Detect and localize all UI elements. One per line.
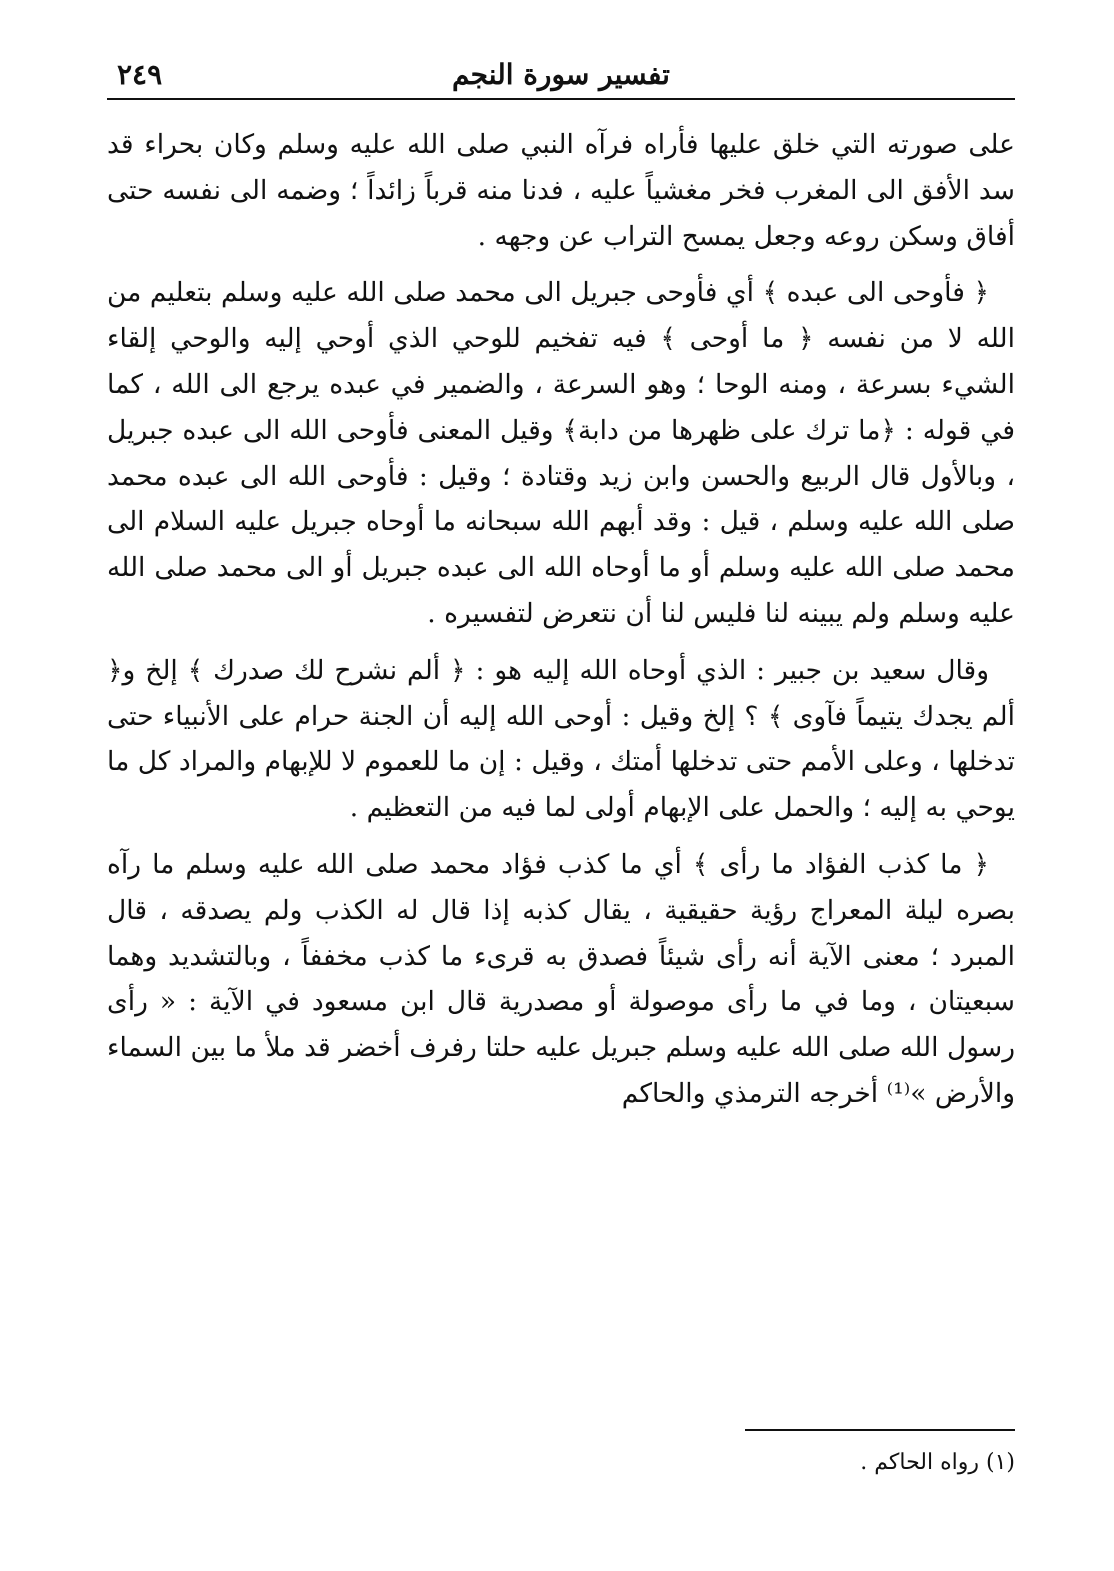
footnote: (١) رواه الحاكم . (860, 1450, 1015, 1475)
paragraph-3: وقال سعيد بن جبير : الذي أوحاه الله إليه هو : ﴿ ألم نشرح لك صدرك ﴾ إلخ و﴿ ألم يجدك يتيماً فآوى ﴾ ؟ إلخ وقيل : أوحى الله إليه أن الجنة حرام على الأنبياء حتى تدخلها ، وعلى الأمم حتى تدخلها أمتك ، وقيل : إن ما للعموم لا للإبهام والمراد كل ما يوحي به إليه ؛ والحمل على الإبهام أولى لما فيه من التعظيم . (107, 654, 1015, 824)
body-text (107, 122, 1015, 1128)
page-number: ٢٤٩ (117, 58, 163, 91)
paragraph-4: ﴿ ما كذب الفؤاد ما رأى ﴾ أي ما كذب فؤاد محمد صلى الله عليه وسلم ما رآه بصره ليلة المعراج رؤية حقيقية ، يقال كذبه إذا قال له الكذب ولم يصدقه ، قال المبرد ؛ معنى الآية أنه رأى شيئاً فصدق به قرىء ما كذب مخففاً ، وبالتشديد وهما سبعيتان ، وما في ما رأى موصولة أو مصدرية قال ابن مسعود في الآية : « رأى رسول الله صلى الله عليه وسلم جبريل عليه حلتا رفرف أخضر قد ملأ ما بين السماء والأرض »⁽¹⁾ أخرجه الترمذي والحاكم (107, 848, 1015, 1109)
paragraph-2: ﴿ فأوحى الى عبده ﴾ أي فأوحى جبريل الى محمد صلى الله عليه وسلم بتعليم من الله لا من نفسه ﴿ ما أوحى ﴾ فيه تفخيم للوحي الذي أوحي إليه والوحي إلقاء الشيء بسرعة ، ومنه الوحا ؛ وهو السرعة ، والضمير في عبده يرجع الى الله ، كما في قوله : ﴿ما ترك على ظهرها من دابة﴾ وقيل المعنى فأوحى الله الى عبده جبريل ، وبالأول قال الربيع والحسن وابن زيد وقتادة ؛ وقيل : فأوحى الله الى عبده محمد صلى الله عليه وسلم ، قيل : وقد أبهم الله سبحانه ما أوحاه جبريل عليه السلام الى محمد صلى الله عليه وسلم أو ما أوحاه الله الى عبده جبريل أو الى محمد صلى الله عليه وسلم ولم يبينه لنا فليس لنا أن نتعرض لتفسيره . (107, 277, 1015, 629)
running-title: تفسير سورة النجم (452, 58, 670, 91)
page-header (107, 54, 1015, 100)
footnote-divider (745, 1429, 1015, 1431)
paragraph-1: على صورته التي خلق عليها فأراه فرآه النبي صلى الله عليه وسلم وكان بحراء قد سد الأفق الى المغرب فخر مغشياً عليه ، فدنا منه قرباً زائداً ؛ وضمه الى نفسه حتى أفاق وسكن روعه وجعل يمسح التراب عن وجهه . (107, 129, 1015, 252)
